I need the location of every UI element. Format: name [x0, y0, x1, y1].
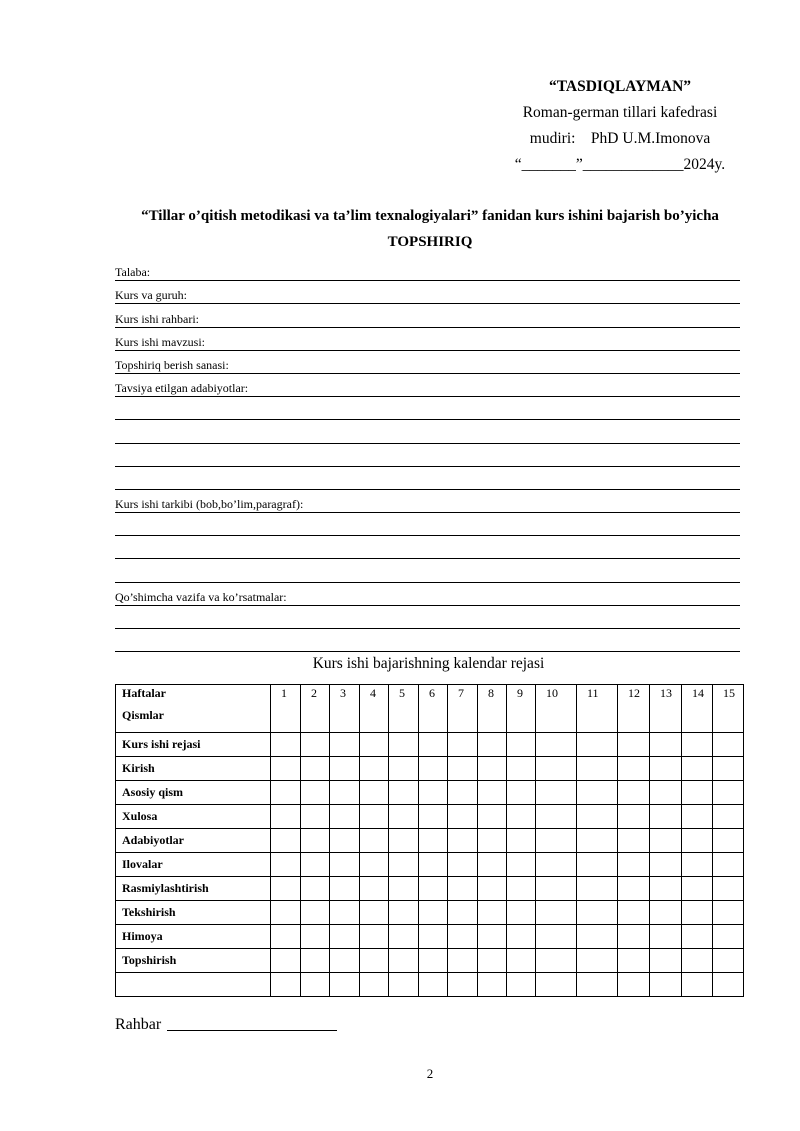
calendar-cell[interactable]: [301, 973, 330, 997]
week-number-cell: 7: [448, 685, 478, 733]
calendar-cell[interactable]: [650, 949, 682, 973]
calendar-header-row: [116, 685, 744, 733]
calendar-row-label: [116, 973, 271, 997]
calendar-cell[interactable]: [682, 757, 713, 781]
form-line-mavzu[interactable]: [115, 328, 740, 351]
calendar-cell[interactable]: [271, 949, 301, 973]
week-number-cell: 12: [618, 685, 650, 733]
calendar-cell[interactable]: [448, 877, 478, 901]
calendar-cell[interactable]: [448, 973, 478, 997]
calendar-cell[interactable]: [577, 757, 618, 781]
calendar-cell[interactable]: [536, 877, 577, 901]
calendar-cell[interactable]: [478, 925, 507, 949]
calendar-cell[interactable]: [682, 877, 713, 901]
calendar-cell[interactable]: [419, 805, 448, 829]
calendar-row: [116, 781, 744, 805]
calendar-cell[interactable]: [650, 925, 682, 949]
calendar-row-label: Xulosa: [116, 805, 271, 829]
form-line-blank[interactable]: [115, 513, 740, 536]
calendar-row-label: Rasmiylashtirish: [116, 877, 271, 901]
calendar-cell[interactable]: [618, 973, 650, 997]
calendar-row-label: Topshirish: [116, 949, 271, 973]
form-fields: [115, 258, 740, 652]
calendar-cell[interactable]: [330, 853, 360, 877]
calendar-cell[interactable]: [650, 733, 682, 757]
calendar-cell[interactable]: [650, 829, 682, 853]
calendar-cell[interactable]: [682, 781, 713, 805]
header-parts-label: Qismlar: [122, 708, 164, 722]
calendar-cell[interactable]: [507, 925, 536, 949]
calendar-cell[interactable]: [507, 853, 536, 877]
calendar-cell[interactable]: [682, 805, 713, 829]
calendar-cell[interactable]: [682, 901, 713, 925]
calendar-cell[interactable]: [330, 877, 360, 901]
calendar-cell[interactable]: [301, 949, 330, 973]
calendar-cell[interactable]: [448, 805, 478, 829]
calendar-cell[interactable]: [330, 781, 360, 805]
calendar-cell[interactable]: [301, 781, 330, 805]
calendar-cell[interactable]: [478, 733, 507, 757]
calendar-cell[interactable]: [330, 949, 360, 973]
calendar-cell[interactable]: [389, 829, 419, 853]
calendar-table: [115, 684, 744, 997]
calendar-cell[interactable]: [507, 877, 536, 901]
calendar-cell[interactable]: [271, 805, 301, 829]
calendar-row: [116, 853, 744, 877]
approval-heading: “TASDIQLAYMAN”: [548, 78, 692, 95]
calendar-cell[interactable]: [507, 757, 536, 781]
calendar-cell[interactable]: [682, 949, 713, 973]
calendar-row-label: Kirish: [116, 757, 271, 781]
calendar-cell[interactable]: [618, 757, 650, 781]
week-number-cell: 4: [360, 685, 389, 733]
calendar-row-label: Asosiy qism: [116, 781, 271, 805]
form-label: Kurs ishi tarkibi (bob,bo’lim,paragraf):: [115, 497, 304, 512]
calendar-cell[interactable]: [271, 973, 301, 997]
calendar-cell[interactable]: [618, 733, 650, 757]
calendar-row: [116, 973, 744, 997]
calendar-cell[interactable]: [577, 901, 618, 925]
calendar-cell[interactable]: [271, 925, 301, 949]
calendar-cell[interactable]: [618, 805, 650, 829]
calendar-cell[interactable]: [301, 805, 330, 829]
title-heading: TOPSHIRIQ: [387, 234, 473, 250]
form-label: Tavsiya etilgan adabiyotlar:: [115, 381, 249, 396]
calendar-cell[interactable]: [330, 925, 360, 949]
calendar-cell[interactable]: [448, 853, 478, 877]
calendar-cell[interactable]: [301, 853, 330, 877]
calendar-cell[interactable]: [650, 757, 682, 781]
form-line-blank[interactable]: [115, 629, 740, 652]
week-number-cell: 1: [271, 685, 301, 733]
calendar-cell[interactable]: [360, 925, 389, 949]
calendar-cell[interactable]: [360, 949, 389, 973]
calendar-cell[interactable]: [419, 973, 448, 997]
form-line-blank[interactable]: [115, 420, 740, 443]
calendar-cell[interactable]: [330, 901, 360, 925]
calendar-cell[interactable]: [448, 901, 478, 925]
calendar-cell[interactable]: [577, 853, 618, 877]
calendar-cell[interactable]: [360, 805, 389, 829]
calendar-row-label: Tekshirish: [116, 901, 271, 925]
calendar-cell[interactable]: [478, 853, 507, 877]
calendar-cell[interactable]: [577, 805, 618, 829]
calendar-cell[interactable]: [536, 901, 577, 925]
calendar-cell[interactable]: [713, 973, 744, 997]
form-line-rahbar[interactable]: [115, 304, 740, 327]
calendar-cell[interactable]: [301, 925, 330, 949]
calendar-cell[interactable]: [577, 925, 618, 949]
calendar-cell[interactable]: [713, 829, 744, 853]
calendar-cell[interactable]: [271, 901, 301, 925]
calendar-title: Kurs ishi bajarishning kalendar rejasi: [312, 655, 545, 672]
week-number-cell: 8: [478, 685, 507, 733]
calendar-cell[interactable]: [577, 829, 618, 853]
calendar-cell[interactable]: [577, 973, 618, 997]
calendar-cell[interactable]: [478, 805, 507, 829]
form-line-blank[interactable]: [115, 559, 740, 582]
calendar-cell[interactable]: [713, 901, 744, 925]
calendar-cell[interactable]: [419, 781, 448, 805]
calendar-cell[interactable]: [650, 805, 682, 829]
week-number-cell: 6: [419, 685, 448, 733]
calendar-cell[interactable]: [448, 781, 478, 805]
calendar-cell[interactable]: [330, 757, 360, 781]
form-line-adabiyotlar[interactable]: [115, 374, 740, 397]
form-line-blank[interactable]: [115, 536, 740, 559]
calendar-cell[interactable]: [618, 949, 650, 973]
approval-date: “_______”_____________2024y.: [514, 156, 726, 173]
calendar-cell[interactable]: [682, 733, 713, 757]
week-number-cell: 5: [389, 685, 419, 733]
form-line-sana[interactable]: [115, 351, 740, 374]
calendar-cell[interactable]: [389, 805, 419, 829]
calendar-cell[interactable]: [419, 829, 448, 853]
calendar-cell[interactable]: [618, 925, 650, 949]
calendar-cell[interactable]: [271, 853, 301, 877]
calendar-cell[interactable]: [577, 877, 618, 901]
calendar-cell[interactable]: [478, 901, 507, 925]
calendar-row: [116, 757, 744, 781]
form-line-blank[interactable]: [115, 606, 740, 629]
calendar-cell[interactable]: [360, 853, 389, 877]
calendar-cell[interactable]: [360, 781, 389, 805]
page-number: 2: [426, 1066, 434, 1081]
calendar-row: [116, 949, 744, 973]
calendar-cell[interactable]: [389, 757, 419, 781]
week-number-cell: 2: [301, 685, 330, 733]
form-label: Kurs ishi mavzusi:: [115, 334, 205, 349]
calendar-cell[interactable]: [507, 805, 536, 829]
calendar-row: [116, 901, 744, 925]
calendar-cell[interactable]: [536, 805, 577, 829]
header-weeks-label: Haftalar: [122, 686, 166, 700]
form-line-blank[interactable]: [115, 444, 740, 467]
form-label: Kurs ishi rahbari:: [115, 311, 199, 326]
calendar-cell[interactable]: [419, 877, 448, 901]
department-name: Roman-german tillari kafedrasi: [522, 104, 718, 121]
calendar-cell[interactable]: [536, 781, 577, 805]
form-label: Kurs va guruh:: [115, 288, 187, 303]
calendar-cell[interactable]: [577, 781, 618, 805]
calendar-cell[interactable]: [271, 877, 301, 901]
calendar-cell[interactable]: [536, 829, 577, 853]
week-number-cell: 11: [577, 685, 618, 733]
calendar-cell[interactable]: [360, 757, 389, 781]
calendar-cell[interactable]: [389, 949, 419, 973]
calendar-cell[interactable]: [448, 925, 478, 949]
calendar-cell[interactable]: [419, 901, 448, 925]
calendar-cell[interactable]: [360, 829, 389, 853]
calendar-cell[interactable]: [478, 973, 507, 997]
document-title: [100, 203, 760, 255]
form-line-blank[interactable]: [115, 397, 740, 420]
calendar-cell[interactable]: [448, 949, 478, 973]
calendar-cell[interactable]: [507, 781, 536, 805]
calendar-cell[interactable]: [271, 757, 301, 781]
calendar-cell[interactable]: [650, 973, 682, 997]
week-number-cell: 15: [713, 685, 744, 733]
calendar-cell[interactable]: [713, 925, 744, 949]
calendar-cell[interactable]: [618, 877, 650, 901]
calendar-cell[interactable]: [507, 829, 536, 853]
calendar-cell[interactable]: [536, 853, 577, 877]
calendar-cell[interactable]: [650, 781, 682, 805]
calendar-cell[interactable]: [271, 829, 301, 853]
calendar-cell[interactable]: [389, 901, 419, 925]
week-number-cell: 10: [536, 685, 577, 733]
calendar-cell[interactable]: [682, 973, 713, 997]
calendar-row: [116, 925, 744, 949]
calendar-cell[interactable]: [536, 757, 577, 781]
calendar-cell[interactable]: [478, 781, 507, 805]
calendar-cell[interactable]: [536, 925, 577, 949]
week-number-cell: 3: [330, 685, 360, 733]
calendar-row-label: Adabiyotlar: [116, 829, 271, 853]
calendar-cell[interactable]: [419, 853, 448, 877]
calendar-row-label: Himoya: [116, 925, 271, 949]
calendar-cell[interactable]: [713, 877, 744, 901]
calendar-cell[interactable]: [419, 949, 448, 973]
calendar-cell[interactable]: [577, 949, 618, 973]
calendar-cell[interactable]: [330, 829, 360, 853]
form-line-qoshimcha[interactable]: [115, 583, 740, 606]
calendar-cell[interactable]: [682, 925, 713, 949]
calendar-cell[interactable]: [650, 901, 682, 925]
calendar-cell[interactable]: [271, 781, 301, 805]
calendar-row: [116, 805, 744, 829]
calendar-cell[interactable]: [448, 829, 478, 853]
calendar-cell[interactable]: [360, 901, 389, 925]
calendar-cell[interactable]: [577, 733, 618, 757]
calendar-cell[interactable]: [389, 877, 419, 901]
week-number-cell: 9: [507, 685, 536, 733]
header-corner-cell: [116, 685, 271, 733]
calendar-cell[interactable]: [478, 829, 507, 853]
calendar-cell[interactable]: [301, 829, 330, 853]
calendar-cell[interactable]: [330, 805, 360, 829]
calendar-cell[interactable]: [301, 901, 330, 925]
calendar-row: [116, 733, 744, 757]
signature-label: Rahbar: [115, 1016, 162, 1033]
calendar-cell[interactable]: [389, 853, 419, 877]
calendar-cell[interactable]: [330, 973, 360, 997]
calendar-cell[interactable]: [419, 733, 448, 757]
calendar-cell[interactable]: [301, 733, 330, 757]
calendar-cell[interactable]: [713, 781, 744, 805]
calendar-cell[interactable]: [389, 781, 419, 805]
calendar-cell[interactable]: [478, 949, 507, 973]
form-label: Topshiriq berish sanasi:: [115, 357, 229, 372]
calendar-cell[interactable]: [618, 781, 650, 805]
calendar-cell[interactable]: [507, 901, 536, 925]
calendar-cell[interactable]: [448, 733, 478, 757]
calendar-cell[interactable]: [536, 733, 577, 757]
calendar-cell[interactable]: [536, 949, 577, 973]
form-line-kurs-guruh[interactable]: [115, 281, 740, 304]
calendar-cell[interactable]: [478, 757, 507, 781]
calendar-cell[interactable]: [618, 829, 650, 853]
calendar-cell[interactable]: [419, 925, 448, 949]
calendar-cell[interactable]: [271, 733, 301, 757]
calendar-cell[interactable]: [448, 757, 478, 781]
calendar-cell[interactable]: [713, 733, 744, 757]
signature-blank[interactable]: [167, 1030, 337, 1031]
calendar-cell[interactable]: [713, 949, 744, 973]
signature-line: [115, 1016, 337, 1034]
calendar-cell[interactable]: [389, 925, 419, 949]
title-line: “Tillar o’qitish metodikasi va ta’lim texnalogiyalari” fanidan kurs ishini bajarish bo’yicha: [141, 208, 719, 224]
calendar-cell[interactable]: [682, 829, 713, 853]
calendar-cell[interactable]: [389, 973, 419, 997]
approval-block: [500, 74, 740, 178]
form-line-blank[interactable]: [115, 467, 740, 490]
calendar-row: [116, 877, 744, 901]
calendar-cell[interactable]: [618, 853, 650, 877]
calendar-cell[interactable]: [618, 901, 650, 925]
calendar-row-label: Kurs ishi rejasi: [116, 733, 271, 757]
calendar-cell[interactable]: [301, 757, 330, 781]
calendar-cell[interactable]: [536, 973, 577, 997]
calendar-cell[interactable]: [478, 877, 507, 901]
calendar-cell[interactable]: [507, 973, 536, 997]
calendar-cell[interactable]: [650, 877, 682, 901]
form-label: Qo’shimcha vazifa va ko’rsatmalar:: [115, 589, 287, 604]
calendar-row: [116, 829, 744, 853]
calendar-cell[interactable]: [360, 973, 389, 997]
calendar-cell[interactable]: [419, 757, 448, 781]
calendar-row-label: Ilovalar: [116, 853, 271, 877]
calendar-cell[interactable]: [713, 853, 744, 877]
form-line-tarkibi[interactable]: [115, 490, 740, 513]
week-number-cell: 13: [650, 685, 682, 733]
department-head: mudiri: PhD U.M.Imonova: [529, 130, 711, 147]
form-label: Talaba:: [115, 265, 151, 280]
calendar-cell[interactable]: [713, 757, 744, 781]
form-line-talaba[interactable]: [115, 258, 740, 281]
calendar-cell[interactable]: [713, 805, 744, 829]
calendar-cell[interactable]: [650, 853, 682, 877]
calendar-cell[interactable]: [507, 949, 536, 973]
calendar-cell[interactable]: [330, 733, 360, 757]
calendar-cell[interactable]: [389, 733, 419, 757]
calendar-cell[interactable]: [301, 877, 330, 901]
calendar-cell[interactable]: [360, 733, 389, 757]
calendar-cell[interactable]: [682, 853, 713, 877]
week-number-cell: 14: [682, 685, 713, 733]
calendar-cell[interactable]: [360, 877, 389, 901]
calendar-cell[interactable]: [507, 733, 536, 757]
